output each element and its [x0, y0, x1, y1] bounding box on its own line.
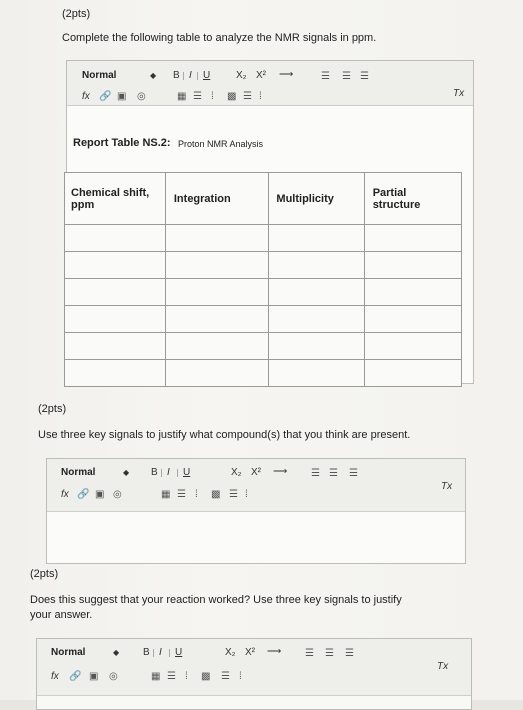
editor-toolbar-1: [67, 61, 473, 106]
table-cell[interactable]: [269, 306, 364, 333]
align-left-icon[interactable]: ☰: [305, 648, 314, 659]
header-chemical-shift: Chemical shift, ppm: [65, 173, 166, 225]
table-icon[interactable]: ▦: [151, 671, 161, 682]
clear-format-button[interactable]: Tx: [453, 88, 465, 99]
editor-3[interactable]: [36, 638, 472, 710]
formula-button[interactable]: fx: [51, 671, 59, 682]
table-cell[interactable]: [165, 306, 269, 333]
arrow-button[interactable]: ⟶: [267, 646, 282, 657]
table-row: [65, 360, 462, 387]
table-cell[interactable]: [364, 360, 461, 387]
divider: [197, 72, 198, 80]
align-center-icon[interactable]: ☰: [329, 468, 338, 479]
paragraph-icon[interactable]: ⁞: [239, 671, 242, 682]
link-icon[interactable]: 🔗: [77, 489, 90, 500]
editor-toolbar-2: [47, 459, 465, 512]
points-label-1: (2pts): [62, 8, 91, 20]
attach-icon[interactable]: ◎: [137, 91, 146, 102]
divider: [161, 469, 162, 477]
clear-format-button[interactable]: Tx: [441, 481, 453, 492]
points-label-3: (2pts): [30, 568, 59, 580]
outdent-icon[interactable]: ☰: [243, 91, 252, 102]
outdent-icon[interactable]: ☰: [221, 671, 230, 682]
table-cell[interactable]: [269, 279, 364, 306]
table-cell[interactable]: [269, 225, 364, 252]
indent-icon[interactable]: ⁞: [195, 489, 198, 500]
underline-button[interactable]: U: [203, 70, 211, 81]
list-icon[interactable]: ☰: [167, 671, 176, 682]
table-icon[interactable]: ▦: [161, 489, 171, 500]
style-select[interactable]: Normal: [51, 647, 86, 658]
header-integration: Integration: [165, 173, 269, 225]
align-center-icon[interactable]: ☰: [325, 648, 334, 659]
chevron-updown-icon[interactable]: ◆: [123, 468, 130, 477]
subscript-button[interactable]: X₂: [231, 467, 242, 478]
table-cell[interactable]: [364, 306, 461, 333]
align-right-icon[interactable]: ☰: [345, 648, 354, 659]
table-cell[interactable]: [165, 333, 269, 360]
table-row: [65, 279, 462, 306]
table-cell[interactable]: [65, 252, 166, 279]
clear-format-button[interactable]: Tx: [437, 661, 449, 672]
superscript-button[interactable]: X²: [256, 70, 266, 81]
italic-button[interactable]: I: [167, 467, 170, 478]
table-cell[interactable]: [364, 252, 461, 279]
special-char-icon[interactable]: ▩: [201, 671, 211, 682]
table-cell[interactable]: [165, 252, 269, 279]
divider: [177, 469, 178, 477]
report-subtitle: Proton NMR Analysis: [178, 139, 264, 149]
table-cell[interactable]: [269, 252, 364, 279]
table-row: [65, 252, 462, 279]
align-left-icon[interactable]: ☰: [311, 468, 320, 479]
special-char-icon[interactable]: ▩: [211, 489, 221, 500]
style-select[interactable]: Normal: [82, 70, 117, 81]
table-cell[interactable]: [269, 360, 364, 387]
table-cell[interactable]: [269, 333, 364, 360]
table-cell[interactable]: [165, 279, 269, 306]
table-cell[interactable]: [364, 225, 461, 252]
divider: [153, 649, 154, 657]
image-icon[interactable]: ▣: [89, 671, 99, 682]
table-cell[interactable]: [65, 225, 166, 252]
image-icon[interactable]: ▣: [95, 489, 105, 500]
align-left-icon[interactable]: ☰: [321, 71, 330, 82]
special-char-icon[interactable]: ▩: [227, 91, 237, 102]
attach-icon[interactable]: ◎: [109, 671, 118, 682]
paragraph-icon[interactable]: ⁞: [245, 489, 248, 500]
table-row: [65, 225, 462, 252]
formula-button[interactable]: fx: [61, 489, 69, 500]
table-cell[interactable]: [65, 360, 166, 387]
editor-2[interactable]: [46, 458, 466, 564]
table-cell[interactable]: [165, 360, 269, 387]
arrow-button[interactable]: ⟶: [273, 466, 288, 477]
instruction-2: Use three key signals to justify what compound(s) that you think are present.: [38, 429, 411, 441]
editor-toolbar-3: [37, 639, 471, 696]
table-row: [65, 306, 462, 333]
underline-button[interactable]: U: [175, 647, 183, 658]
editor-1[interactable]: [66, 60, 474, 384]
bold-button[interactable]: B: [151, 467, 158, 478]
link-icon[interactable]: 🔗: [69, 671, 82, 682]
paragraph-icon[interactable]: ⁞: [259, 91, 262, 102]
report-title: Report Table NS.2:: [73, 137, 171, 149]
indent-icon[interactable]: ⁞: [211, 91, 214, 102]
table-cell[interactable]: [364, 279, 461, 306]
divider: [183, 72, 184, 80]
indent-icon[interactable]: ⁞: [185, 671, 188, 682]
table-row: [65, 333, 462, 360]
table-icon[interactable]: ▦: [177, 91, 187, 102]
align-right-icon[interactable]: ☰: [360, 71, 369, 82]
list-icon[interactable]: ☰: [177, 489, 186, 500]
underline-button[interactable]: U: [183, 467, 191, 478]
nmr-table: [64, 172, 462, 387]
outdent-icon[interactable]: ☰: [229, 489, 238, 500]
table-cell[interactable]: [65, 306, 166, 333]
bold-button[interactable]: B: [173, 70, 180, 81]
divider: [169, 649, 170, 657]
arrow-button[interactable]: ⟶: [279, 69, 294, 80]
align-center-icon[interactable]: ☰: [342, 71, 351, 82]
table-cell[interactable]: [65, 279, 166, 306]
superscript-button[interactable]: X²: [245, 647, 255, 658]
style-select[interactable]: Normal: [61, 467, 96, 478]
attach-icon[interactable]: ◎: [113, 489, 122, 500]
chevron-updown-icon[interactable]: ◆: [113, 648, 120, 657]
editor-content-2[interactable]: [47, 512, 465, 563]
list-icon[interactable]: ☰: [193, 91, 202, 102]
instruction-3-line-2: your answer.: [30, 609, 93, 621]
subscript-button[interactable]: X₂: [225, 647, 236, 658]
instruction-3-line-1: Does this suggest that your reaction worked? Use three key signals to justify: [30, 594, 402, 606]
superscript-button[interactable]: X²: [251, 467, 261, 478]
italic-button[interactable]: I: [189, 70, 192, 81]
chevron-updown-icon[interactable]: ◆: [150, 71, 157, 80]
link-icon[interactable]: 🔗: [99, 91, 112, 102]
table-cell[interactable]: [364, 333, 461, 360]
table-cell[interactable]: [165, 225, 269, 252]
formula-button[interactable]: fx: [82, 91, 90, 102]
instruction-1: Complete the following table to analyze the NMR signals in ppm.: [62, 32, 377, 44]
subscript-button[interactable]: X₂: [236, 70, 247, 81]
table-cell[interactable]: [65, 333, 166, 360]
header-multiplicity: Multiplicity: [269, 173, 364, 225]
editor-content-1[interactable]: [67, 106, 473, 383]
italic-button[interactable]: I: [159, 647, 162, 658]
align-right-icon[interactable]: ☰: [349, 468, 358, 479]
bold-button[interactable]: B: [143, 647, 150, 658]
header-partial-structure: Partial structure: [364, 173, 461, 225]
image-icon[interactable]: ▣: [117, 91, 127, 102]
points-label-2: (2pts): [38, 403, 67, 415]
